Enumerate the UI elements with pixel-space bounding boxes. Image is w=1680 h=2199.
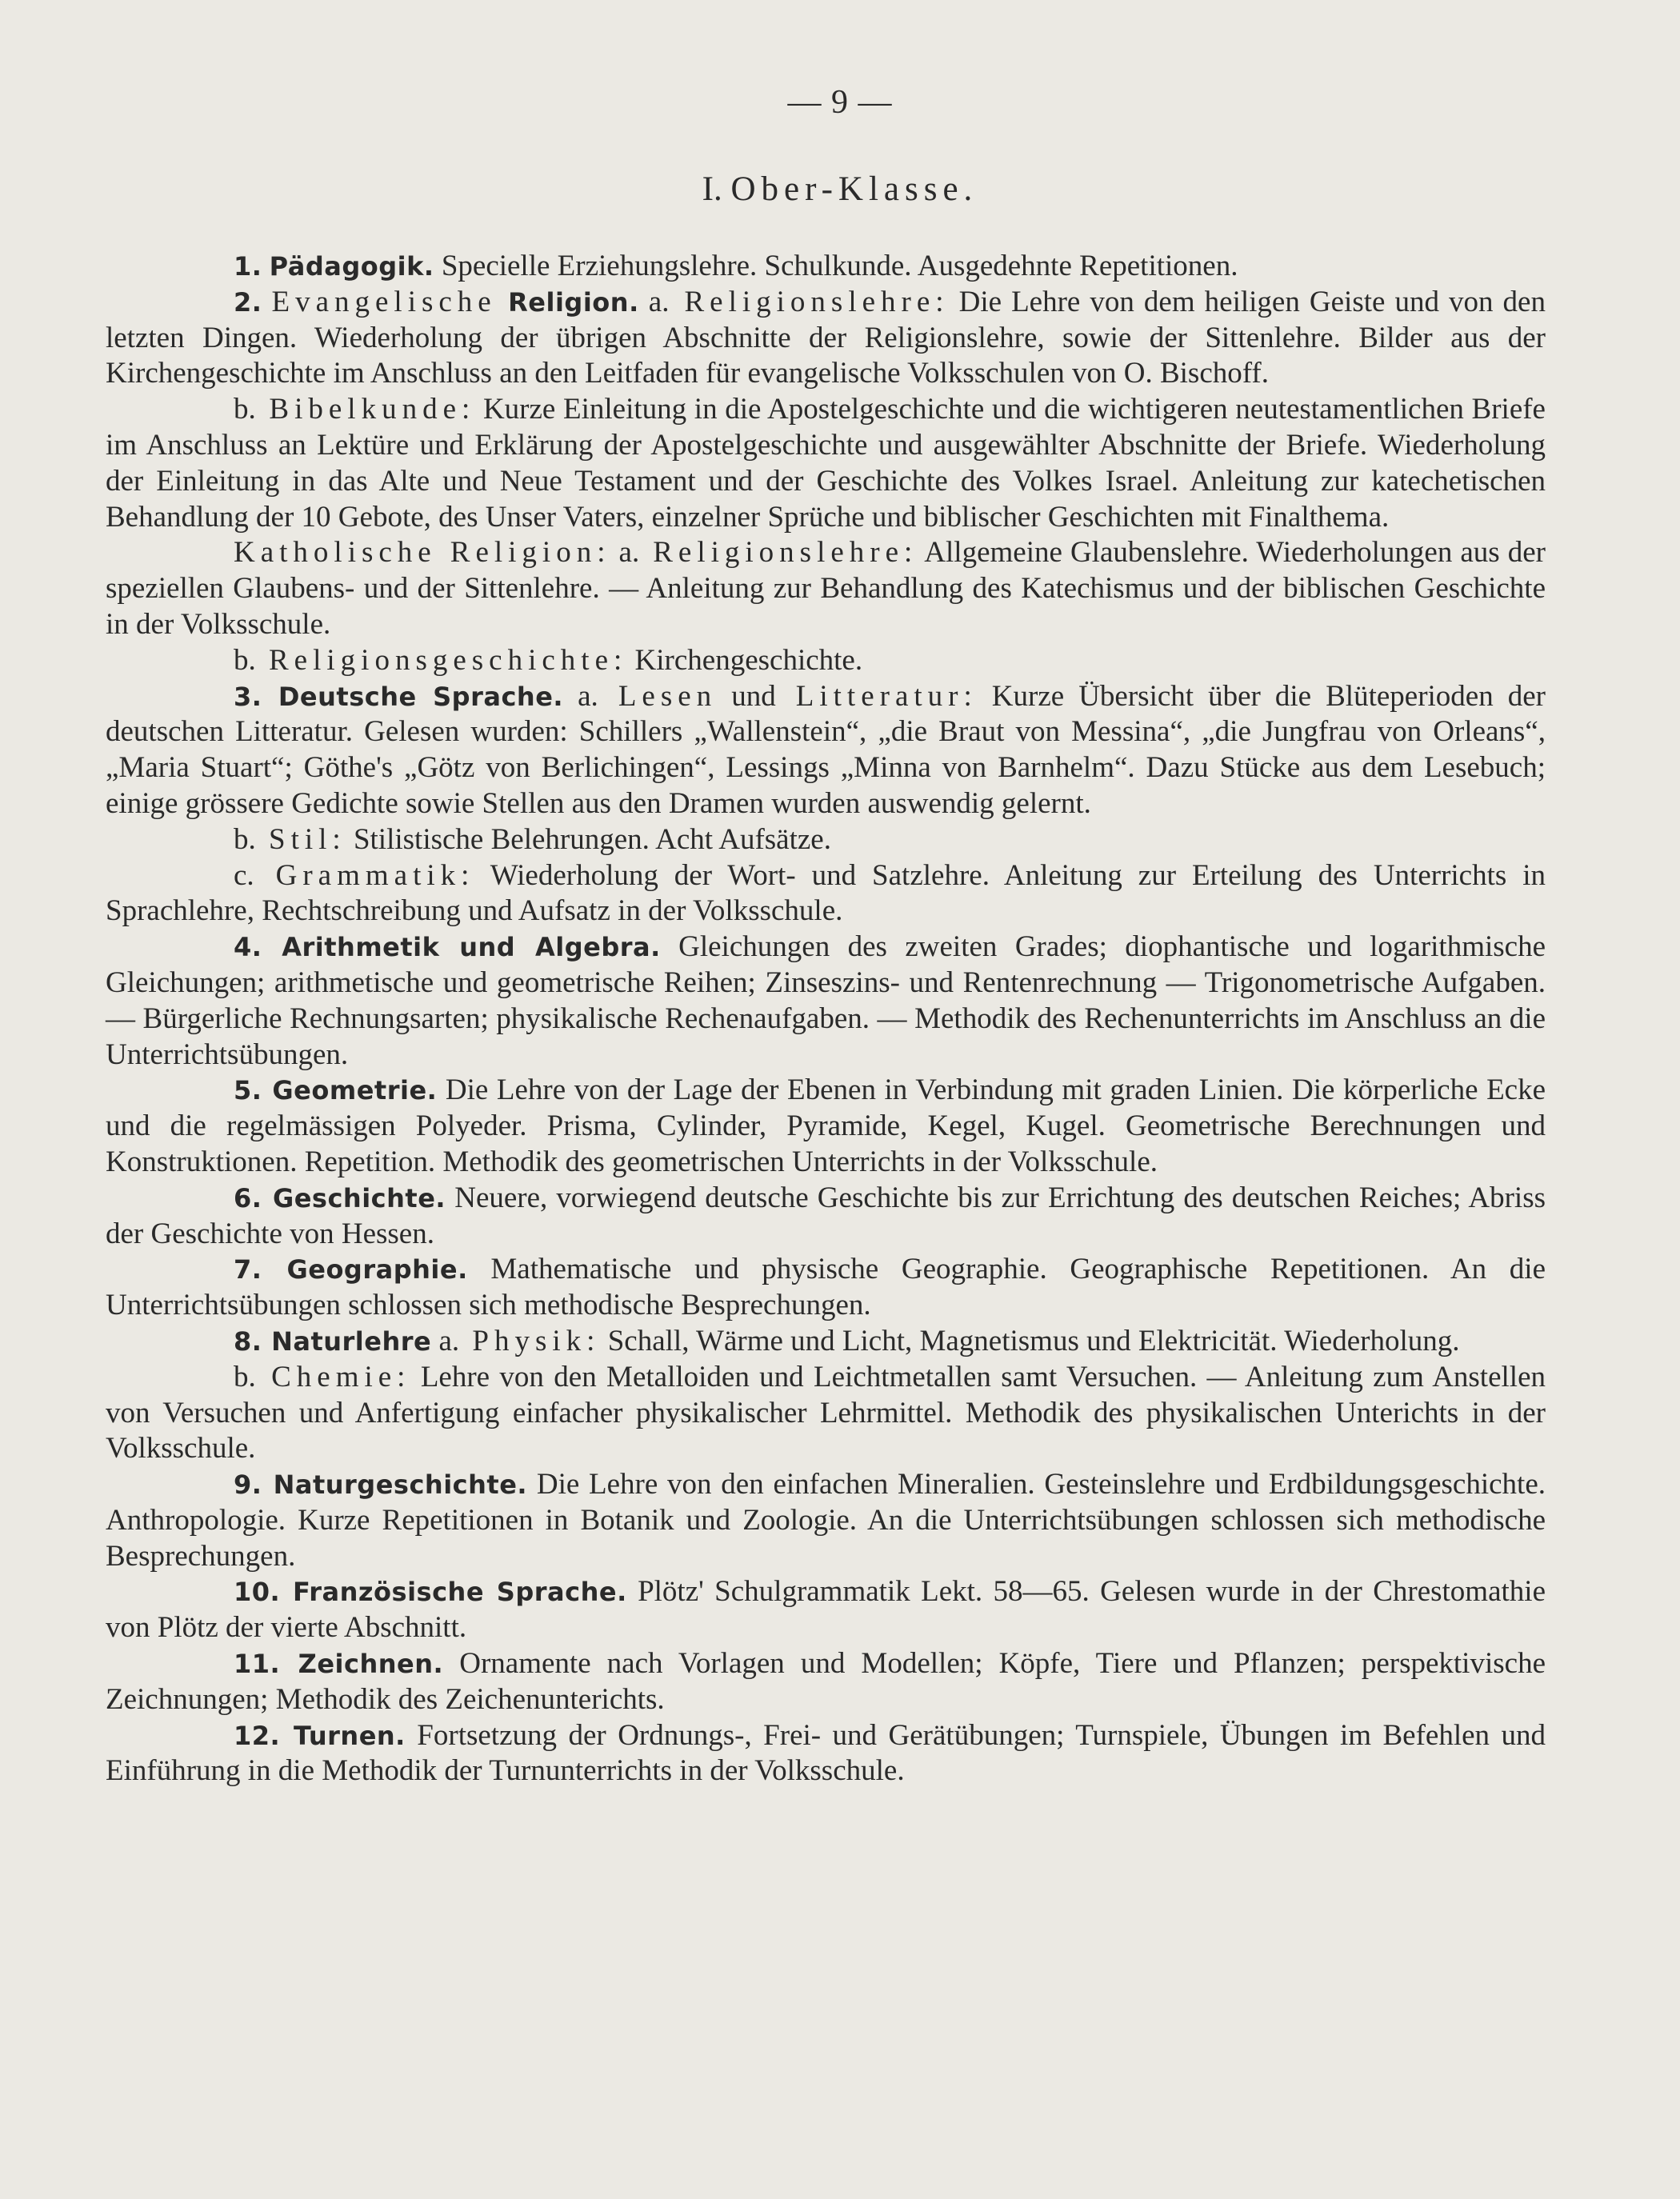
subsection-label: Religionsgeschichte: [255, 643, 628, 677]
subject-text: Fortsetzung der Ordnungs-, Frei- und Gerätübungen; Turnspiele, Übungen im Befehlen und Einführung in die Methodik der Turnunterrichts in der Volksschule. [106, 1718, 1546, 1788]
subject-text: Gleichungen des zweiten Grades; diophantische und logarithmische Gleichungen; arithmetische und geometrische Reihen; Zinseszins- und Rentenrechnung — Trigonometrische Aufgaben. — Bürgerliche Rechnungsarten; physikalische Rechenaufgaben. — Methodik des Rechenunterrichts im Anschluss an die Unterrichtsübungen. [106, 930, 1546, 1071]
subject-heading: Geschichte. [262, 1182, 446, 1213]
page-number: — 9 — [787, 84, 893, 121]
subsection-label: Chemie: [255, 1360, 411, 1393]
subject-deutsche-sprache [106, 679, 1546, 822]
subject-turnen [106, 1718, 1546, 1790]
section-heading [0, 170, 1680, 209]
subject-number: 1. [234, 251, 262, 282]
subject-text: Schall, Wärme und Licht, Magnetismus und Elektricität. Wiederholung. [600, 1324, 1460, 1357]
subject-number: 5. [234, 1075, 262, 1106]
subject-text: Kurze Übersicht über die Blüteperioden der deutschen Litteratur. Gelesen wurden: Schillers „Wallenstein“, „die Braut von Messina“, „die Jungfrau von Orleans“, „Maria Stuart“; Göthe's „Götz von Berlichingen“, Lessings „Minna von Barnhelm“. Dazu Stücke aus dem Lesebuch; einige grössere Gedichte sowie Stellen aus den Dramen wurden auswendig gelernt. [106, 679, 1546, 820]
subject-franzoesisch [106, 1574, 1546, 1646]
section-roman: I. [702, 170, 722, 208]
subject-heading: Geographie. [262, 1254, 468, 1285]
subject-number: 2. [234, 286, 262, 318]
subject-heading: Pädagogik. [269, 251, 434, 282]
subject-naturlehre [106, 1324, 1546, 1360]
subsection-label: Stil: [255, 822, 346, 856]
subsection-chemie [106, 1360, 1546, 1467]
subject-number: 3. [234, 681, 262, 712]
subsection-letter: a. [638, 285, 670, 318]
subject-heading-spaced: Evangelische [271, 285, 497, 318]
subsection-grammatik [106, 858, 1546, 930]
subject-zeichnen [106, 1646, 1546, 1718]
subject-number: 9. [234, 1469, 262, 1501]
subject-text: Die Lehre von dem heiligen Geiste und von den letzten Dingen. Wiederholung der übrigen Abschnitte der Religionslehre, sowie der Sittenlehre. Bilder aus der Kirchengeschichte im Anschluss an den Leitfaden für evangelische Volksschulen von O. Bischoff. [106, 285, 1546, 390]
subsection-stil [106, 822, 1546, 858]
subsection-letter: c. [234, 858, 254, 892]
subsection-letter: b. [234, 643, 256, 677]
subject-heading: Naturlehre [262, 1325, 432, 1357]
subject-text: Die Lehre von der Lage der Ebenen in Verbindung mit graden Linien. Die körperliche Ecke und die regelmässigen Polyeder. Prisma, Cylinder, Pyramide, Kegel, Kugel. Geometrische Berechnungen und Konstruktionen. Repetition. Methodik des geometrischen Unterrichts in der Volksschule. [106, 1074, 1546, 1178]
curriculum-text [106, 249, 1546, 1789]
subsection-label: Katholische Religion: [234, 536, 611, 570]
subject-geometrie [106, 1073, 1546, 1180]
subject-text: Neuere, vorwiegend deutsche Geschichte bis zur Errichtung des deutschen Reiches; Abriss der Geschichte von Hessen. [106, 1181, 1546, 1250]
subsection-label: Religionslehre: [669, 285, 950, 318]
subject-heading: Religion. [496, 286, 639, 318]
subject-text: Specielle Erziehungslehre. Schulkunde. Ausgedehnte Repetitionen. [434, 250, 1238, 282]
subject-heading: Arithmetik und Algebra. [262, 932, 661, 963]
subsection-bibelkunde [106, 392, 1546, 535]
subject-heading: Deutsche Sprache. [262, 681, 564, 712]
subsection-letter: a. [563, 679, 598, 713]
subject-geographie [106, 1252, 1546, 1324]
subject-naturgeschichte [106, 1467, 1546, 1574]
subject-text: Plötz' Schulgrammatik Lekt. 58—65. Gelesen wurde in der Chrestomathie von Plötz der vierte Abschnitt. [106, 1575, 1546, 1645]
subsection-label: Litteratur: [775, 679, 978, 713]
subject-heading: Turnen. [280, 1720, 406, 1751]
subsection-connector: und [717, 679, 776, 713]
subsection-letter: a. [610, 536, 640, 570]
subsection-label: Bibelkunde: [255, 393, 476, 426]
subject-katholische-religion [106, 535, 1546, 642]
subject-text: Stilistische Belehrungen. Acht Aufsätze. [346, 822, 831, 856]
subject-heading: Zeichnen. [280, 1649, 444, 1680]
subject-text: Kurze Einleitung in die Apostelgeschichte und die wichtigeren neutestamentlichen Briefe im Anschluss an Lektüre und Erklärung der Apostelgeschichte und ausgewählter Abschnitte der Briefe. Wiederholung der Einleitung in das Alte und Neue Testament und der Geschichte des Volkes Israel. Anleitung zur katechetischen Behandlung der 10 Gebote, des Unser Vaters, einzelner Sprüche und biblischer Geschichten mit Finalthema. [106, 393, 1546, 534]
subject-number: 6. [234, 1182, 262, 1213]
subject-evangelische-religion [106, 285, 1546, 392]
subject-number: 8. [234, 1325, 262, 1357]
subsection-letter: b. [234, 1360, 256, 1393]
subject-text: Lehre von den Metalloiden und Leichtmetallen samt Versuchen. — Anleitung zum Anstellen von Versuchen und Anfertigung einfacher physikalischer Lehrmittel. Methodik des physikalischen Unterichts in der Volksschule. [106, 1360, 1546, 1465]
subject-text: Wiederholung der Wort- und Satzlehre. Anleitung zur Erteilung des Unterrichts in Sprachlehre, Rechtschreibung und Aufsatz in der Volksschule. [106, 858, 1546, 928]
subsection-label: Physik: [459, 1324, 601, 1357]
subject-text: Mathematische und physische Geographie. Geographische Repetitionen. An die Unterrichtsübungen schlossen sich methodische Besprechungen. [106, 1253, 1546, 1322]
subsection-letter: b. [234, 822, 256, 856]
subject-text: Kirchengeschichte. [627, 643, 863, 677]
subsection-label: Religionslehre: [639, 536, 918, 570]
subject-number: 12. [234, 1720, 281, 1751]
subsection-label: Lesen [598, 679, 718, 713]
subject-heading: Naturgeschichte. [262, 1469, 528, 1501]
subject-number: 7. [234, 1254, 262, 1285]
subject-text: Die Lehre von den einfachen Mineralien. Gesteinslehre und Erdbildungsgeschichte. Anthropologie. Kurze Repetitionen in Botanik und Zoologie. An die Unterrichtsübungen schlossen sich methodische Besprechungen. [106, 1468, 1546, 1573]
subsection-label: Grammatik: [254, 858, 475, 892]
subsection-letter: a. [431, 1324, 460, 1357]
subsection-letter: b. [234, 393, 256, 426]
subsection-religionsgeschichte [106, 643, 1546, 679]
subject-heading: Französische Sprache. [280, 1577, 627, 1608]
section-name: Ober-Klasse. [730, 170, 978, 208]
subject-paedagogik [106, 249, 1546, 285]
subject-number: 11. [234, 1649, 281, 1680]
subject-number: 10. [234, 1577, 281, 1608]
subject-text: Ornamente nach Vorlagen und Modellen; Köpfe, Tiere und Pflanzen; perspektivische Zeichnungen; Methodik des Zeichenunterichts. [106, 1647, 1546, 1716]
subject-arithmetik [106, 930, 1546, 1073]
subject-geschichte [106, 1181, 1546, 1253]
subject-number: 4. [234, 932, 262, 963]
subject-text: Allgemeine Glaubenslehre. Wiederholungen aus der speziellen Glaubens- und der Sittenlehre. — Anleitung zur Behandlung des Katechismus und der biblischen Geschichte in der Volksschule. [106, 536, 1546, 641]
subject-heading: Geometrie. [262, 1075, 438, 1106]
